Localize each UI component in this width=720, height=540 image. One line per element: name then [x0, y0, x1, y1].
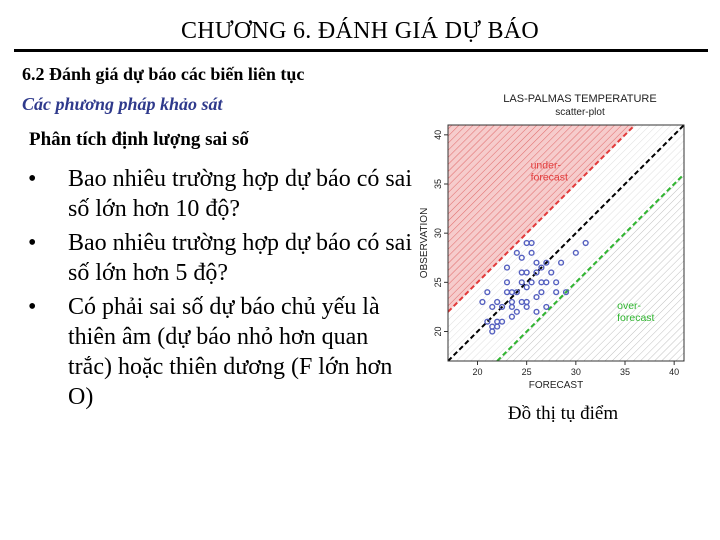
- chart-title: LAS-PALMAS TEMPERATURE: [503, 93, 657, 105]
- scatter-figure: [418, 88, 688, 394]
- scatter-chart: [418, 88, 688, 394]
- x-tick-label: 30: [570, 367, 581, 377]
- x-axis-label: FORECAST: [528, 380, 584, 391]
- section-heading: 6.2 Đánh giá dự báo các biến liên tục: [22, 64, 305, 84]
- bullet-item: [28, 228, 413, 288]
- bullet-marker: •: [28, 294, 37, 320]
- y-tick-label: 20: [433, 326, 443, 337]
- y-axis-label: OBSERVATION: [419, 207, 430, 279]
- bullet-marker: •: [28, 166, 37, 192]
- bullet-list: [28, 164, 413, 416]
- over-forecast-label-line2: forecast: [617, 311, 655, 324]
- figure-caption: Đồ thị tụ điểm: [507, 403, 619, 424]
- analysis-title: Phân tích định lượng sai số: [29, 129, 249, 150]
- bullet-text: Bao nhiêu trường hợp dự báo có sai số lớn hơn 5 độ?: [68, 230, 413, 286]
- methods-subheading: Các phương pháp khảo sát: [22, 94, 223, 114]
- x-tick-label: 25: [521, 367, 532, 377]
- bullet-item: [28, 164, 413, 224]
- bullet-text: Có phải sai số dự báo chủ yếu là thiên âm (dự báo nhỏ hơn quan trắc) hoặc thiên dương (F lớn hơn O): [68, 294, 393, 410]
- bullet-text: Bao nhiêu trường hợp dự báo có sai số lớn hơn 10 độ?: [68, 166, 413, 222]
- chart-subtitle: scatter-plot: [555, 107, 605, 118]
- x-tick-label: 35: [619, 367, 631, 377]
- title-divider: [14, 49, 708, 52]
- slide-title: CHƯƠNG 6. ĐÁNH GIÁ DỰ BÁO: [180, 18, 540, 44]
- bullet-marker: •: [28, 230, 37, 256]
- x-tick-label: 40: [669, 367, 680, 377]
- y-tick-label: 25: [433, 277, 443, 288]
- over-forecast-label-line1: over-: [617, 299, 642, 312]
- under-forecast-label-line2: forecast: [530, 171, 568, 184]
- y-tick-label: 40: [433, 129, 443, 140]
- bullet-item: [28, 292, 413, 412]
- y-tick-label: 30: [433, 228, 443, 239]
- x-tick-label: 20: [472, 367, 483, 377]
- y-tick-label: 35: [433, 178, 443, 190]
- under-forecast-label-line1: under-: [530, 159, 561, 172]
